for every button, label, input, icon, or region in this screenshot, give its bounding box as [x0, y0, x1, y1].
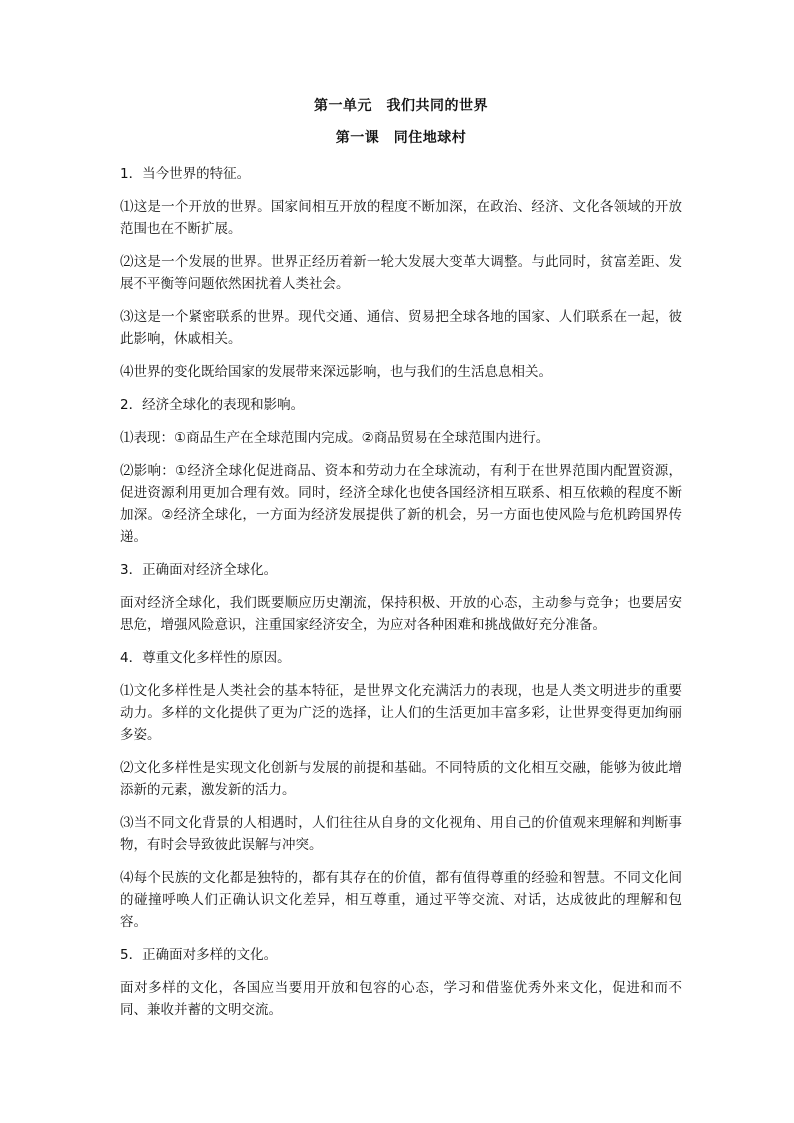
unit-title: 第一单元 我们共同的世界 — [314, 98, 488, 114]
answer-paragraph: ⑴表现：①商品生产在全球范围内完成。②商品贸易在全球范围内进行。 — [120, 430, 550, 446]
question-5: 5．正确面对多样的文化。 — [120, 947, 278, 963]
section-4 — [120, 647, 682, 933]
document-content — [120, 96, 682, 1032]
answer-paragraph: ⑶当不同文化背景的人相遇时，人们往往从自身的文化视角、用自己的价值观来理解和判断事物，有时会导致彼此误解与冲突。 — [120, 815, 682, 853]
question-1: 1．当今世界的特征。 — [120, 166, 251, 182]
section-2 — [120, 394, 682, 548]
lesson-title: 第一课 同住地球村 — [335, 130, 467, 146]
answer-paragraph: ⑵影响：①经济全球化促进商品、资本和劳动力在全球流动，有利于在世界范围内配置资源，促进资源利用更加合理有效。同时，经济全球化也使各国经济相互联系、相互依赖的程度不断加深。②经济全球化，一方面为经济发展提供了新的机会，另一方面也使风险与危机跨国界传递。 — [120, 463, 682, 545]
section-3 — [120, 559, 682, 636]
answer-paragraph: ⑷世界的变化既给国家的发展带来深远影响，也与我们的生活息息相关。 — [120, 364, 552, 380]
answer-paragraph: 面对多样的文化，各国应当要用开放和包容的心态，学习和借鉴优秀外来文化，促进和而不同、兼收并蓄的文明交流。 — [120, 980, 682, 1018]
question-4: 4．尊重文化多样性的原因。 — [120, 650, 291, 666]
answer-paragraph: ⑶这是一个紧密联系的世界。现代交通、通信、贸易把全球各地的国家、人们联系在一起，彼此影响，休戚相关。 — [120, 309, 682, 347]
question-3: 3．正确面对经济全球化。 — [120, 562, 278, 578]
section-5 — [120, 944, 682, 1021]
answer-paragraph: ⑷每个民族的文化都是独特的，都有其存在的价值，都有值得尊重的经验和智慧。不同文化间的碰撞呼唤人们正确认识文化差异，相互尊重，通过平等交流、对话，达成彼此的理解和包容。 — [120, 870, 682, 930]
answer-paragraph: ⑴文化多样性是人类社会的基本特征，是世界文化充满活力的表现，也是人类文明进步的重要动力。多样的文化提供了更为广泛的选择，让人们的生活更加丰富多彩，让世界变得更加绚丽多姿。 — [120, 683, 682, 743]
answer-paragraph: ⑵这是一个发展的世界。世界正经历着新一轮大发展大变革大调整。与此同时，贫富差距、发展不平衡等问题依然困扰着人类社会。 — [120, 254, 682, 292]
section-1 — [120, 163, 682, 383]
answer-paragraph: ⑴这是一个开放的世界。国家间相互开放的程度不断加深，在政治、经济、文化各领域的开放范围也在不断扩展。 — [120, 199, 682, 237]
answer-paragraph: ⑵文化多样性是实现文化创新与发展的前提和基础。不同特质的文化相互交融，能够为彼此增添新的元素，激发新的活力。 — [120, 760, 682, 798]
answer-paragraph: 面对经济全球化，我们既要顺应历史潮流，保持积极、开放的心态，主动参与竞争；也要居安思危，增强风险意识，注重国家经济安全，为应对各种困难和挑战做好充分准备。 — [120, 595, 682, 633]
question-2: 2．经济全球化的表现和影响。 — [120, 397, 305, 413]
